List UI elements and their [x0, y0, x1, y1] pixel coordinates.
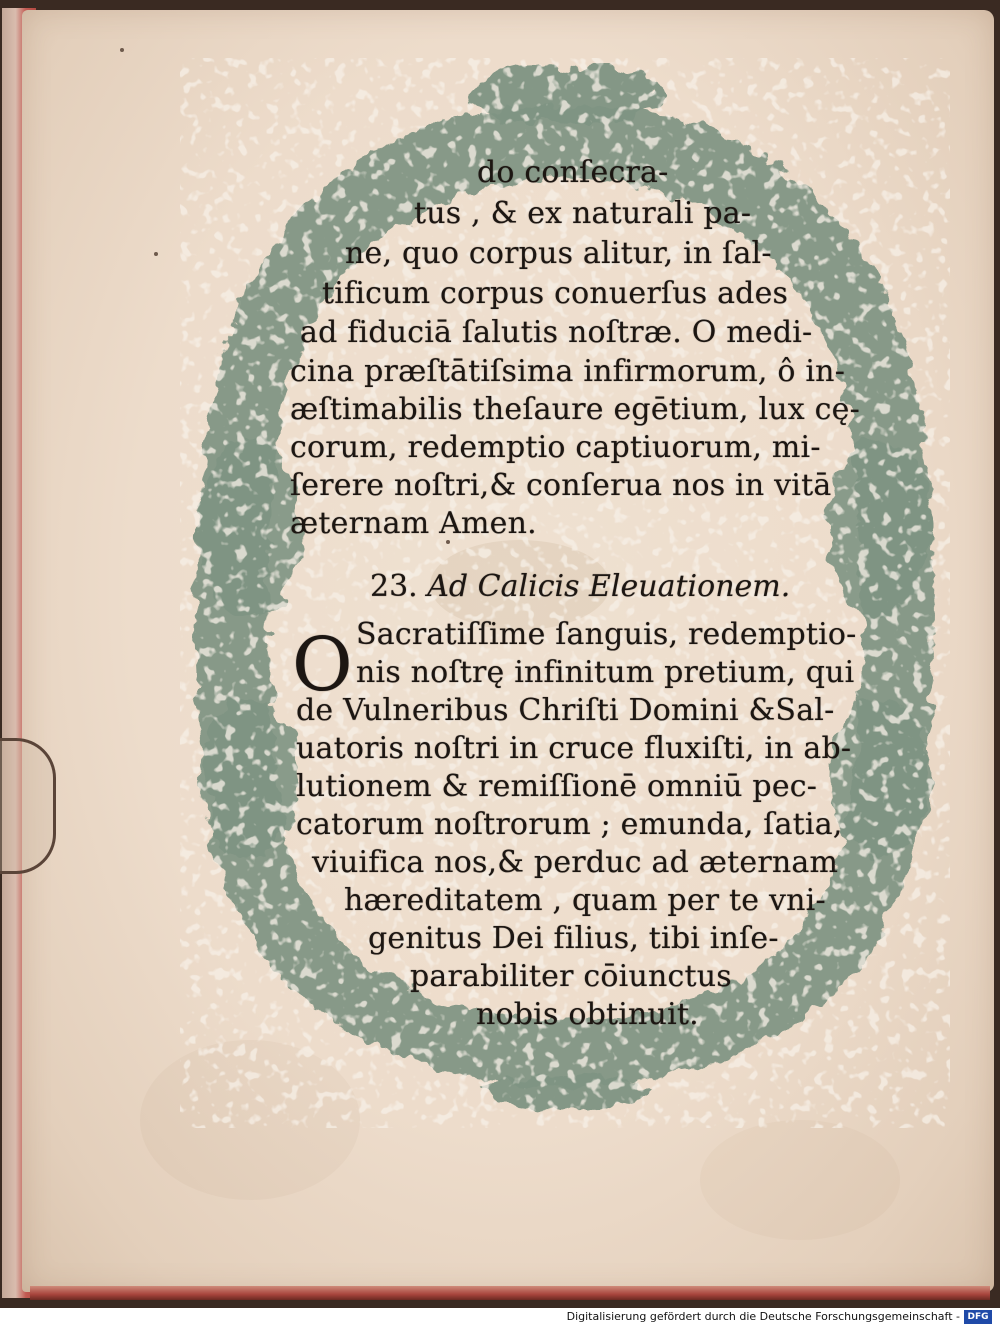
text-line: nobis obtinuit.	[476, 997, 699, 1032]
text-line: lutionem & remiſſionē omniū pec-	[296, 769, 818, 804]
text-line: parabiliter cōiunctus	[410, 959, 732, 994]
section-number: 23.	[370, 569, 418, 604]
text-line: genitus Dei filius, tibi inſe-	[368, 921, 779, 956]
text-line: ad fiduciā ſalutis noſtræ. O medi-	[300, 315, 813, 350]
text-line: tus , & ex naturali pa-	[414, 196, 752, 231]
section-heading	[370, 568, 790, 606]
text-line: catorum noſtrorum ; emunda, ſatia,	[296, 807, 843, 842]
funding-credit: Digitalisierung gefördert durch die Deutsche Forschungsgemeinschaft -	[566, 1310, 960, 1323]
section-title: Ad Calicis Eleuationem.	[427, 569, 791, 604]
text-line: æſtimabilis theſaure egētium, lux cę-	[290, 392, 860, 427]
text-line: æternam Amen.	[290, 506, 537, 541]
text-line: do conſecra-	[477, 155, 669, 190]
text-line: ne, quo corpus alitur, in ſal-	[345, 236, 772, 271]
text-line: tificum corpus conuerſus ades	[322, 276, 789, 311]
dfg-logo-icon[interactable]: DFG	[964, 1310, 992, 1324]
text-line: corum, redemptio captiuorum, mi-	[290, 430, 821, 465]
drop-cap: O	[292, 622, 353, 708]
text-line: uatoris noſtri in cruce fluxiſti, in ab-	[296, 731, 852, 766]
text-line: hæreditatem , quam per te vni-	[344, 883, 826, 918]
digitization-footer	[0, 1308, 1000, 1327]
text-line: de Vulneribus Chriſti Domini &Sal-	[296, 693, 835, 728]
text-line: ſerere noſtri,& conſerua nos in vitā	[290, 468, 832, 503]
text-line: viuifica nos,& perduc ad æternam	[312, 845, 839, 880]
text-line: nis noſtrę infinitum pretium, qui	[356, 655, 855, 690]
text-line: cina præſtātiſsima infirmorum, ô in-	[290, 354, 846, 389]
text-line: Sacratiſſime ſanguis, redemptio-	[356, 617, 857, 652]
